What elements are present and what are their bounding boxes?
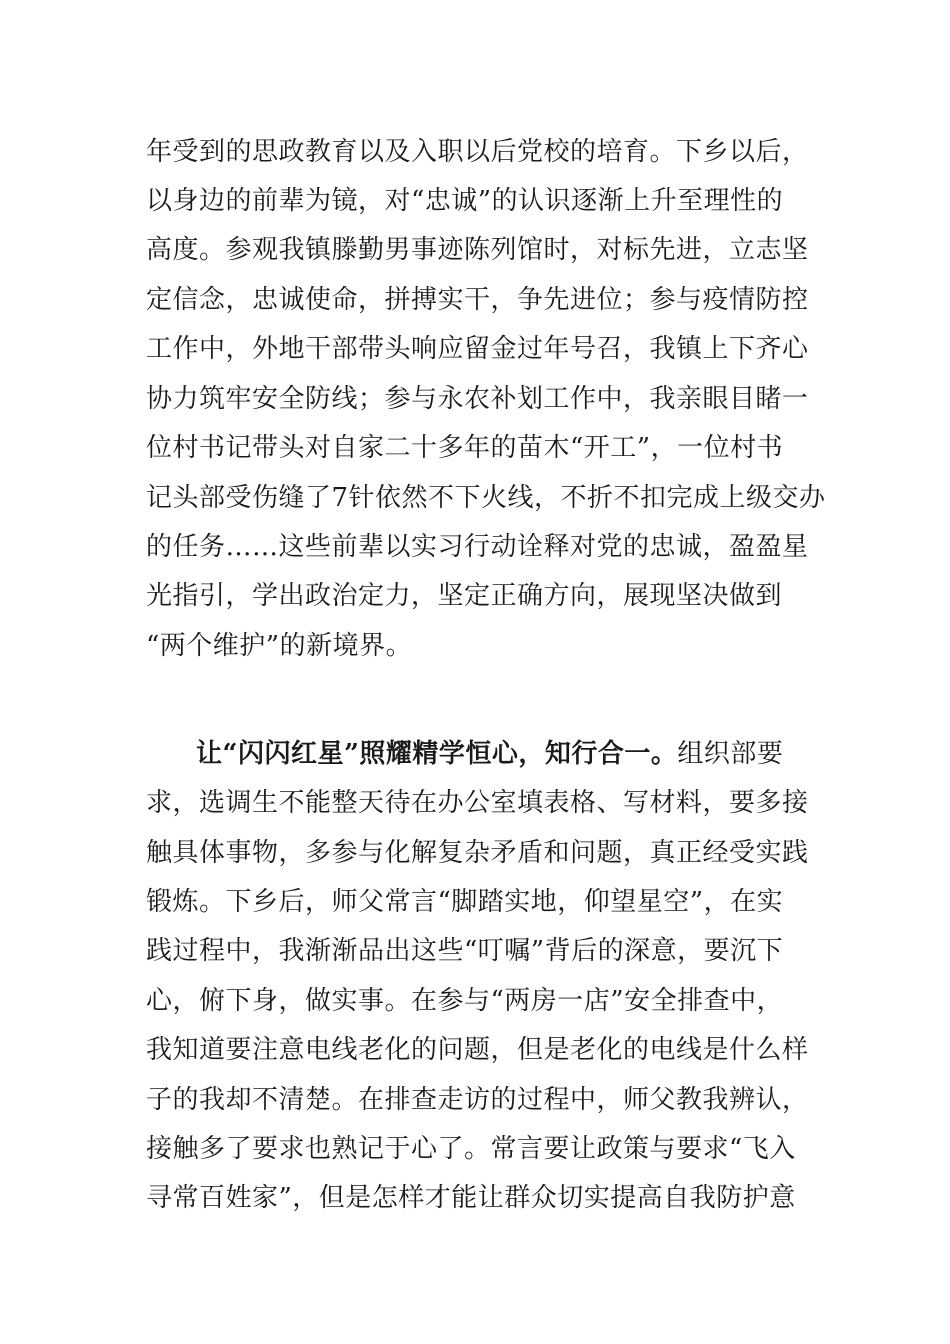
text-line: 以身边的前辈为镜，对“忠诚”的认识逐渐上升至理性的: [146, 186, 784, 216]
text-line: 锻炼。下乡后，师父常言“脚踏实地，仰望星空”，在实: [146, 887, 784, 917]
text-line: 记头部受伤缝了7针依然不下火线，不折不扣完成上级交办: [146, 483, 826, 513]
text-line: 光指引，学出政治定力，坚定正确方向，展现坚决做到: [146, 581, 783, 611]
paragraph-first-line: [196, 738, 783, 770]
text-line: 子的我却不清楚。在排查走访的过程中，师父教我辨认，: [146, 1085, 809, 1115]
text-line: 接触多了要求也熟记于心了。常言要让政策与要求“飞入: [146, 1134, 796, 1164]
text-line: 协力筑牢安全防线；参与永农补划工作中，我亲眼目睹一: [146, 384, 809, 414]
text-line: “两个维护”的新境界。: [146, 631, 413, 661]
text-line: 践过程中，我渐渐品出这些“叮嘱”背后的深意，要沉下: [146, 936, 784, 966]
text-line: 工作中，外地干部带头响应留金过年号召，我镇上下齐心: [146, 334, 809, 364]
text-line: 求，选调生不能整天待在办公室填表格、写材料，要多接: [146, 788, 809, 818]
text-line: 定信念，忠诚使命，拼搏实干，争先进位；参与疫情防控: [146, 285, 809, 315]
text-line: 心，俯下身，做实事。在参与“两房一店”安全排查中，: [146, 986, 784, 1016]
text-line: 寻常百姓家”，但是怎样才能让群众切实提高自我防护意: [146, 1183, 796, 1213]
text-line: 的任务……这些前辈以实习行动诠释对党的忠诚，盈盈星: [146, 532, 809, 562]
text-line: 我知道要注意电线老化的问题，但是老化的电线是什么样: [146, 1035, 809, 1065]
text-line: 位村书记带头对自家二十多年的苗木“开工”，一位村书: [146, 433, 784, 463]
text-line: 年受到的思政教育以及入职以后党校的培育。下乡以后，: [146, 137, 809, 167]
text-span: 组织部要: [677, 739, 784, 769]
text-line: 高度。参观我镇滕勤男事迹陈列馆时，对标先进，立志坚: [146, 235, 809, 265]
text-line: 触具体事物，多参与化解复杂矛盾和问题，真正经受实践: [146, 838, 809, 868]
paragraph-heading: 让“闪闪红星”照耀精学恒心，知行合一。: [196, 739, 678, 769]
